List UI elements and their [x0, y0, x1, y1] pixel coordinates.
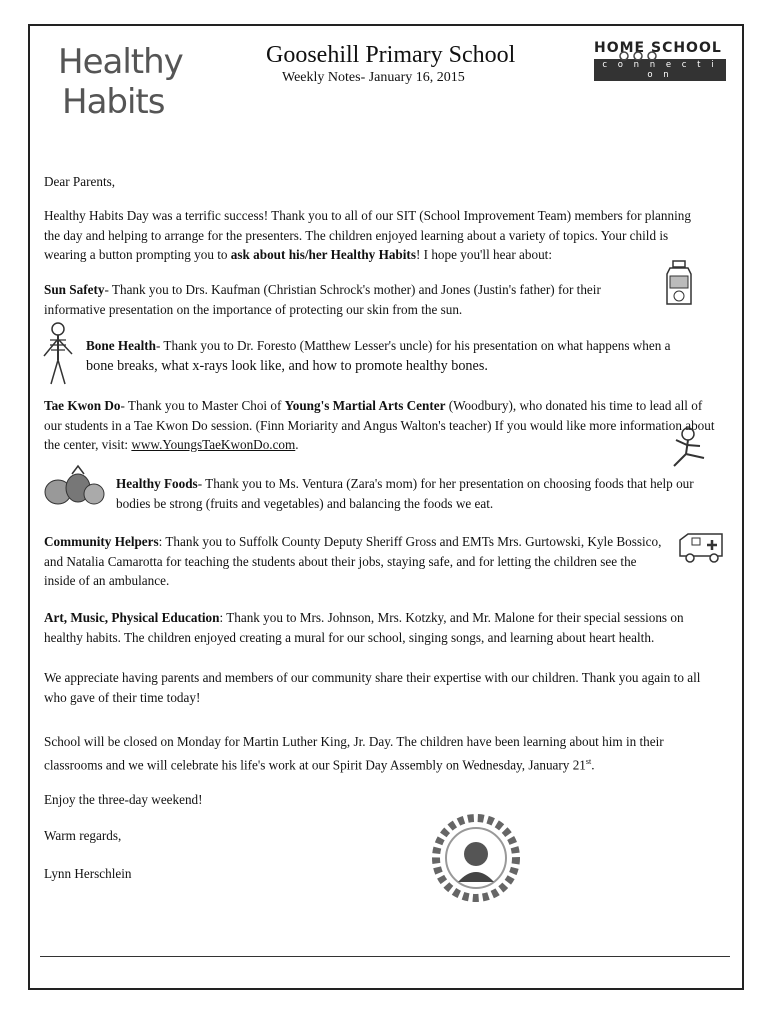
healthy-habits-logo — [58, 42, 183, 134]
bone-health-heading: Bone Health — [86, 338, 156, 353]
sun-safety-text: - Thank you to Drs. Kaufman (Christian Schrock's mother) and Jones (Justin's father) for their informative presentation on the importance of protecting our skin from the sun. — [44, 282, 601, 317]
closing-notice-end: . — [591, 756, 595, 772]
intro-bold: ask about his/her Healthy Habits — [230, 247, 416, 262]
closing-notice-text: School will be closed on Monday for Martin Luther King, Jr. Day. The children have been learning about him in their classrooms and we will celebrate his life's work at our Spirit Day Assembly on Wednesday, January 21 — [44, 734, 664, 772]
healthy-foods-heading: Healthy Foods — [116, 476, 198, 491]
sunscreen-bottle-icon — [664, 260, 694, 306]
bone-health-text-2: bone breaks, what x-rays look like, and how to promote healthy bones. — [86, 357, 488, 374]
logo-line-2: Habits — [62, 82, 165, 122]
signature-name: Lynn Herschlein — [44, 866, 132, 881]
warm-regards: Warm regards, — [44, 828, 122, 843]
appreciation-paragraph: We appreciate having parents and members of our community share their expertise with our children. Thank you again to all who gave of their time today! — [44, 670, 701, 705]
bone-health-paragraph — [86, 336, 726, 376]
tae-kwon-do-text-1: - Thank you to Master Choi of — [120, 398, 285, 413]
tae-kwon-do-paragraph — [44, 396, 719, 455]
healthy-foods-paragraph — [116, 474, 716, 513]
notes-date: Weekly Notes- January 16, 2015 — [282, 70, 465, 85]
home-school-connection-logo — [594, 40, 726, 80]
intro-paragraph — [44, 206, 709, 265]
ambulance-icon — [678, 530, 728, 564]
tae-kwon-do-link[interactable]: www.YoungsTaeKwonDo.com — [131, 437, 296, 452]
closing-notice-sup: st — [585, 756, 592, 766]
intro-text-1: Healthy Habits Day was a terrific success! Thank you to all of our SIT (School Improvement Team) members for planning the day and helping to arrange for the presenters. The children enjoyed learning about a variety of topics. Your child is wearing a button prompting you to — [44, 208, 691, 262]
sun-safety-paragraph — [44, 280, 654, 319]
hsc-logo-bottom: c o n n e c t i o n — [594, 59, 726, 81]
footer-divider — [40, 956, 730, 957]
martial-arts-kid-icon — [668, 426, 712, 472]
art-music-pe-paragraph — [44, 608, 709, 647]
intro-text-2: ! I hope you'll hear about: — [415, 247, 552, 262]
school-name: Goosehill Primary School — [266, 42, 516, 68]
logo-line-1: Healthy — [58, 42, 183, 82]
community-helpers-heading: Community Helpers — [44, 534, 159, 549]
sun-safety-heading: Sun Safety — [44, 282, 105, 297]
tae-kwon-do-text-2: (Woodbury), who donated his time to lead all of our students in a Tae Kwon Do session. (Finn Moriarity and Angus Walton's teacher) If you would like more information about the center, visit: — [44, 398, 715, 452]
skeleton-icon — [40, 322, 76, 386]
art-music-pe-text: : Thank you to Mrs. Johnson, Mrs. Kotzky, and Mr. Malone for their special sessions on healthy habits. The children enjoyed creating a mural for our school, singing songs, and learning about heart health. — [44, 610, 684, 645]
hsc-logo-top: HOME SCHOOL — [594, 40, 722, 56]
martial-arts-center-name: Young's Martial Arts Center — [284, 398, 446, 413]
enjoy-weekend: Enjoy the three-day weekend! — [44, 792, 203, 807]
community-helpers-text: : Thank you to Suffolk County Deputy Sheriff Gross and EMTs Mrs. Gurtowski, Kyle Bossico, and Natalia Camarotta for teaching the students about their jobs, staying safe, and for letting the children see the inside of an ambulance. — [44, 534, 662, 588]
closing-notice-paragraph — [44, 732, 709, 774]
art-music-pe-heading: Art, Music, Physical Education — [44, 610, 220, 625]
mlk-children-circle-icon — [428, 810, 524, 906]
community-helpers-paragraph — [44, 532, 664, 591]
tae-kwon-do-heading: Tae Kwon Do — [44, 398, 121, 413]
hsc-figures-icon — [612, 50, 682, 62]
fruits-vegetables-icon — [42, 464, 106, 508]
salutation: Dear Parents, — [44, 174, 116, 189]
bone-health-text-1: - Thank you to Dr. Foresto (Matthew Lesser's uncle) for his presentation on what happens when a — [155, 338, 671, 353]
tae-kwon-do-text-3: . — [295, 437, 299, 452]
healthy-foods-text: - Thank you to Ms. Ventura (Zara's mom) for her presentation on choosing foods that help our bodies be strong (fruits and vegetables) and balancing the foods we eat. — [116, 476, 694, 511]
